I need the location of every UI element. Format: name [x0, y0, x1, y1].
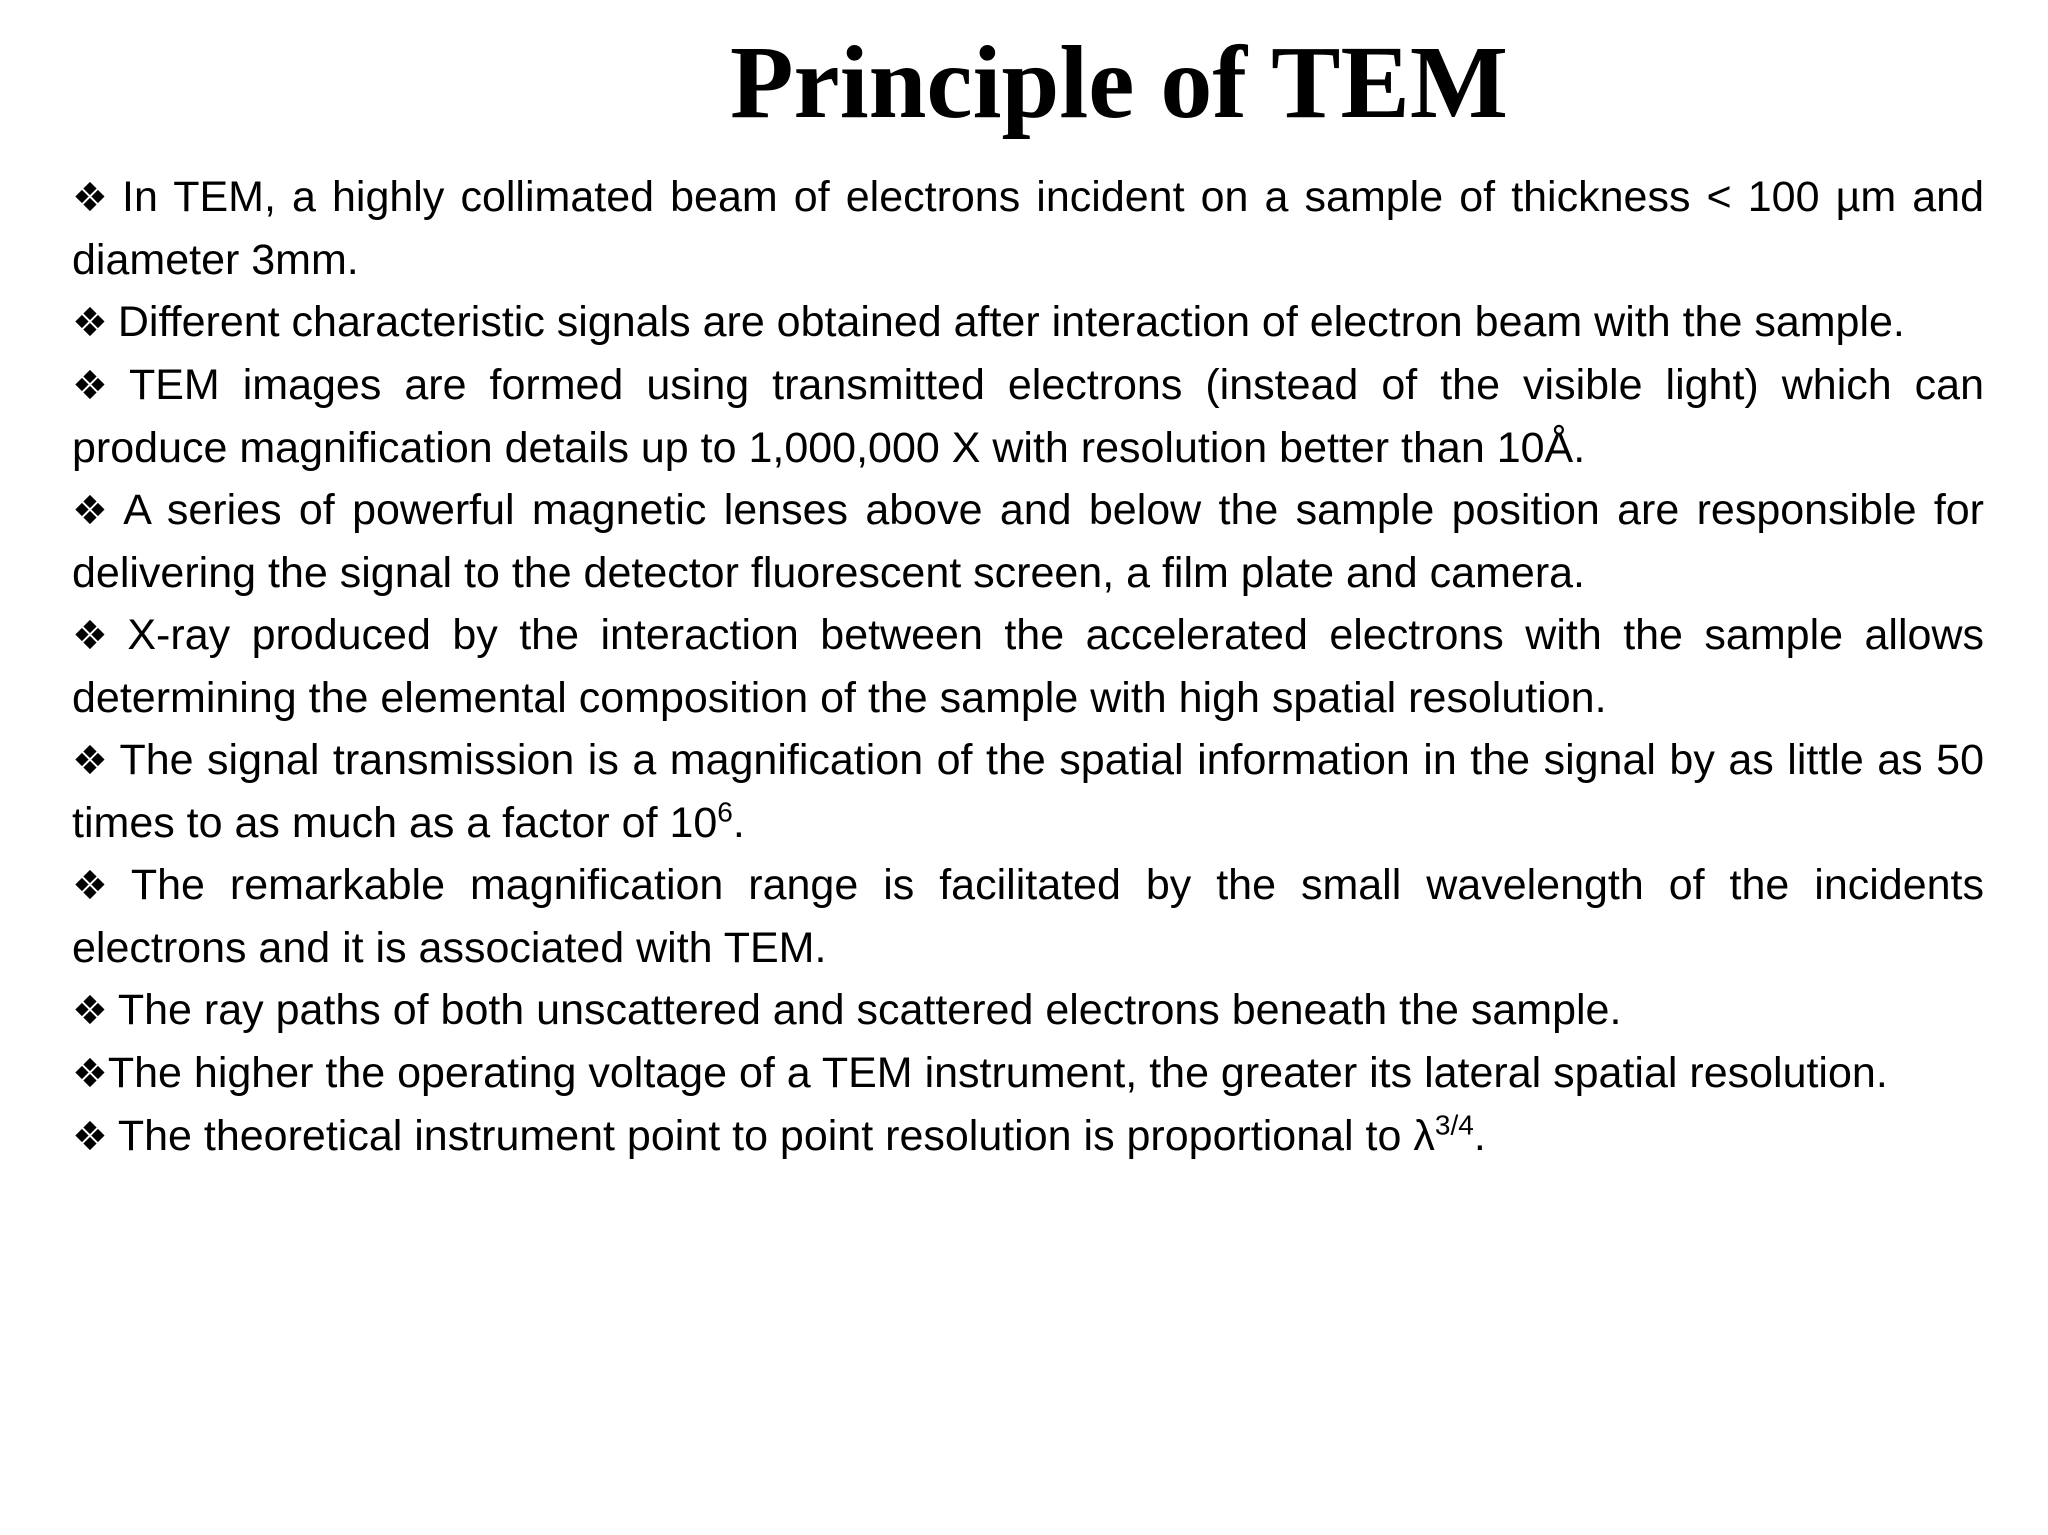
bullet-text-end: . — [1473, 1112, 1486, 1160]
diamond-bullet-icon: ❖ — [72, 613, 118, 659]
bullet-item — [72, 604, 1984, 729]
bullet-text: A series of powerful magnetic lenses above and below the sample position are responsible for delivering the signal to the detector fluorescent screen, a film plate and camera. — [72, 486, 1984, 597]
bullet-item — [72, 354, 1984, 479]
slide-title: Principle of TEM — [730, 25, 1509, 140]
bullet-list — [72, 166, 1984, 1168]
bullet-item — [72, 291, 1984, 354]
bullet-text: The theoretical instrument point to point resolution is proportional to λ — [117, 1112, 1435, 1160]
bullet-item — [72, 729, 1984, 854]
diamond-bullet-icon: ❖ — [72, 175, 113, 221]
diamond-bullet-icon: ❖ — [72, 300, 108, 346]
bullet-item — [72, 479, 1984, 604]
bullet-text: TEM images are formed using transmitted electrons (instead of the visible light) which can produce magnification details up to 1,000,000 X with resolution better than 10Å. — [72, 361, 1985, 472]
superscript: 3/4 — [1434, 1109, 1474, 1141]
bullet-item — [72, 1105, 1984, 1168]
bullet-text: The remarkable magnification range is facilitated by the small wavelength of the incidents electrons and it is associated with TEM. — [72, 861, 1984, 972]
bullet-text: In TEM, a highly collimated beam of electrons incident on a sample of thickness < 100 µm and diameter 3mm. — [72, 173, 1985, 284]
diamond-bullet-icon: ❖ — [72, 363, 119, 409]
bullet-item — [72, 979, 1984, 1042]
superscript: 6 — [717, 796, 733, 828]
diamond-bullet-icon: ❖ — [72, 738, 110, 784]
diamond-bullet-icon: ❖ — [72, 863, 121, 909]
bullet-item — [72, 1042, 1984, 1105]
bullet-text: The signal transmission is a magnification of the spatial information in the signal by as little as 50 times to as much as a factor of 10 — [72, 736, 1985, 847]
bullet-text-end: . — [732, 799, 745, 847]
bullet-text: X-ray produced by the interaction between the accelerated electrons with the sample allows determining the elemental composition of the sample with high spatial resolution. — [72, 611, 1984, 722]
bullet-text: The higher the operating voltage of a TEM instrument, the greater its lateral spatial resolution. — [107, 1049, 1888, 1097]
bullet-text: Different characteristic signals are obtained after interaction of electron beam with the sample. — [117, 298, 1905, 346]
bullet-item — [72, 854, 1984, 979]
bullet-item — [72, 166, 1984, 291]
diamond-bullet-icon: ❖ — [72, 1051, 108, 1097]
diamond-bullet-icon: ❖ — [72, 988, 108, 1034]
bullet-text: The ray paths of both unscattered and scattered electrons beneath the sample. — [117, 986, 1622, 1034]
diamond-bullet-icon: ❖ — [72, 488, 114, 534]
diamond-bullet-icon: ❖ — [72, 1114, 108, 1160]
